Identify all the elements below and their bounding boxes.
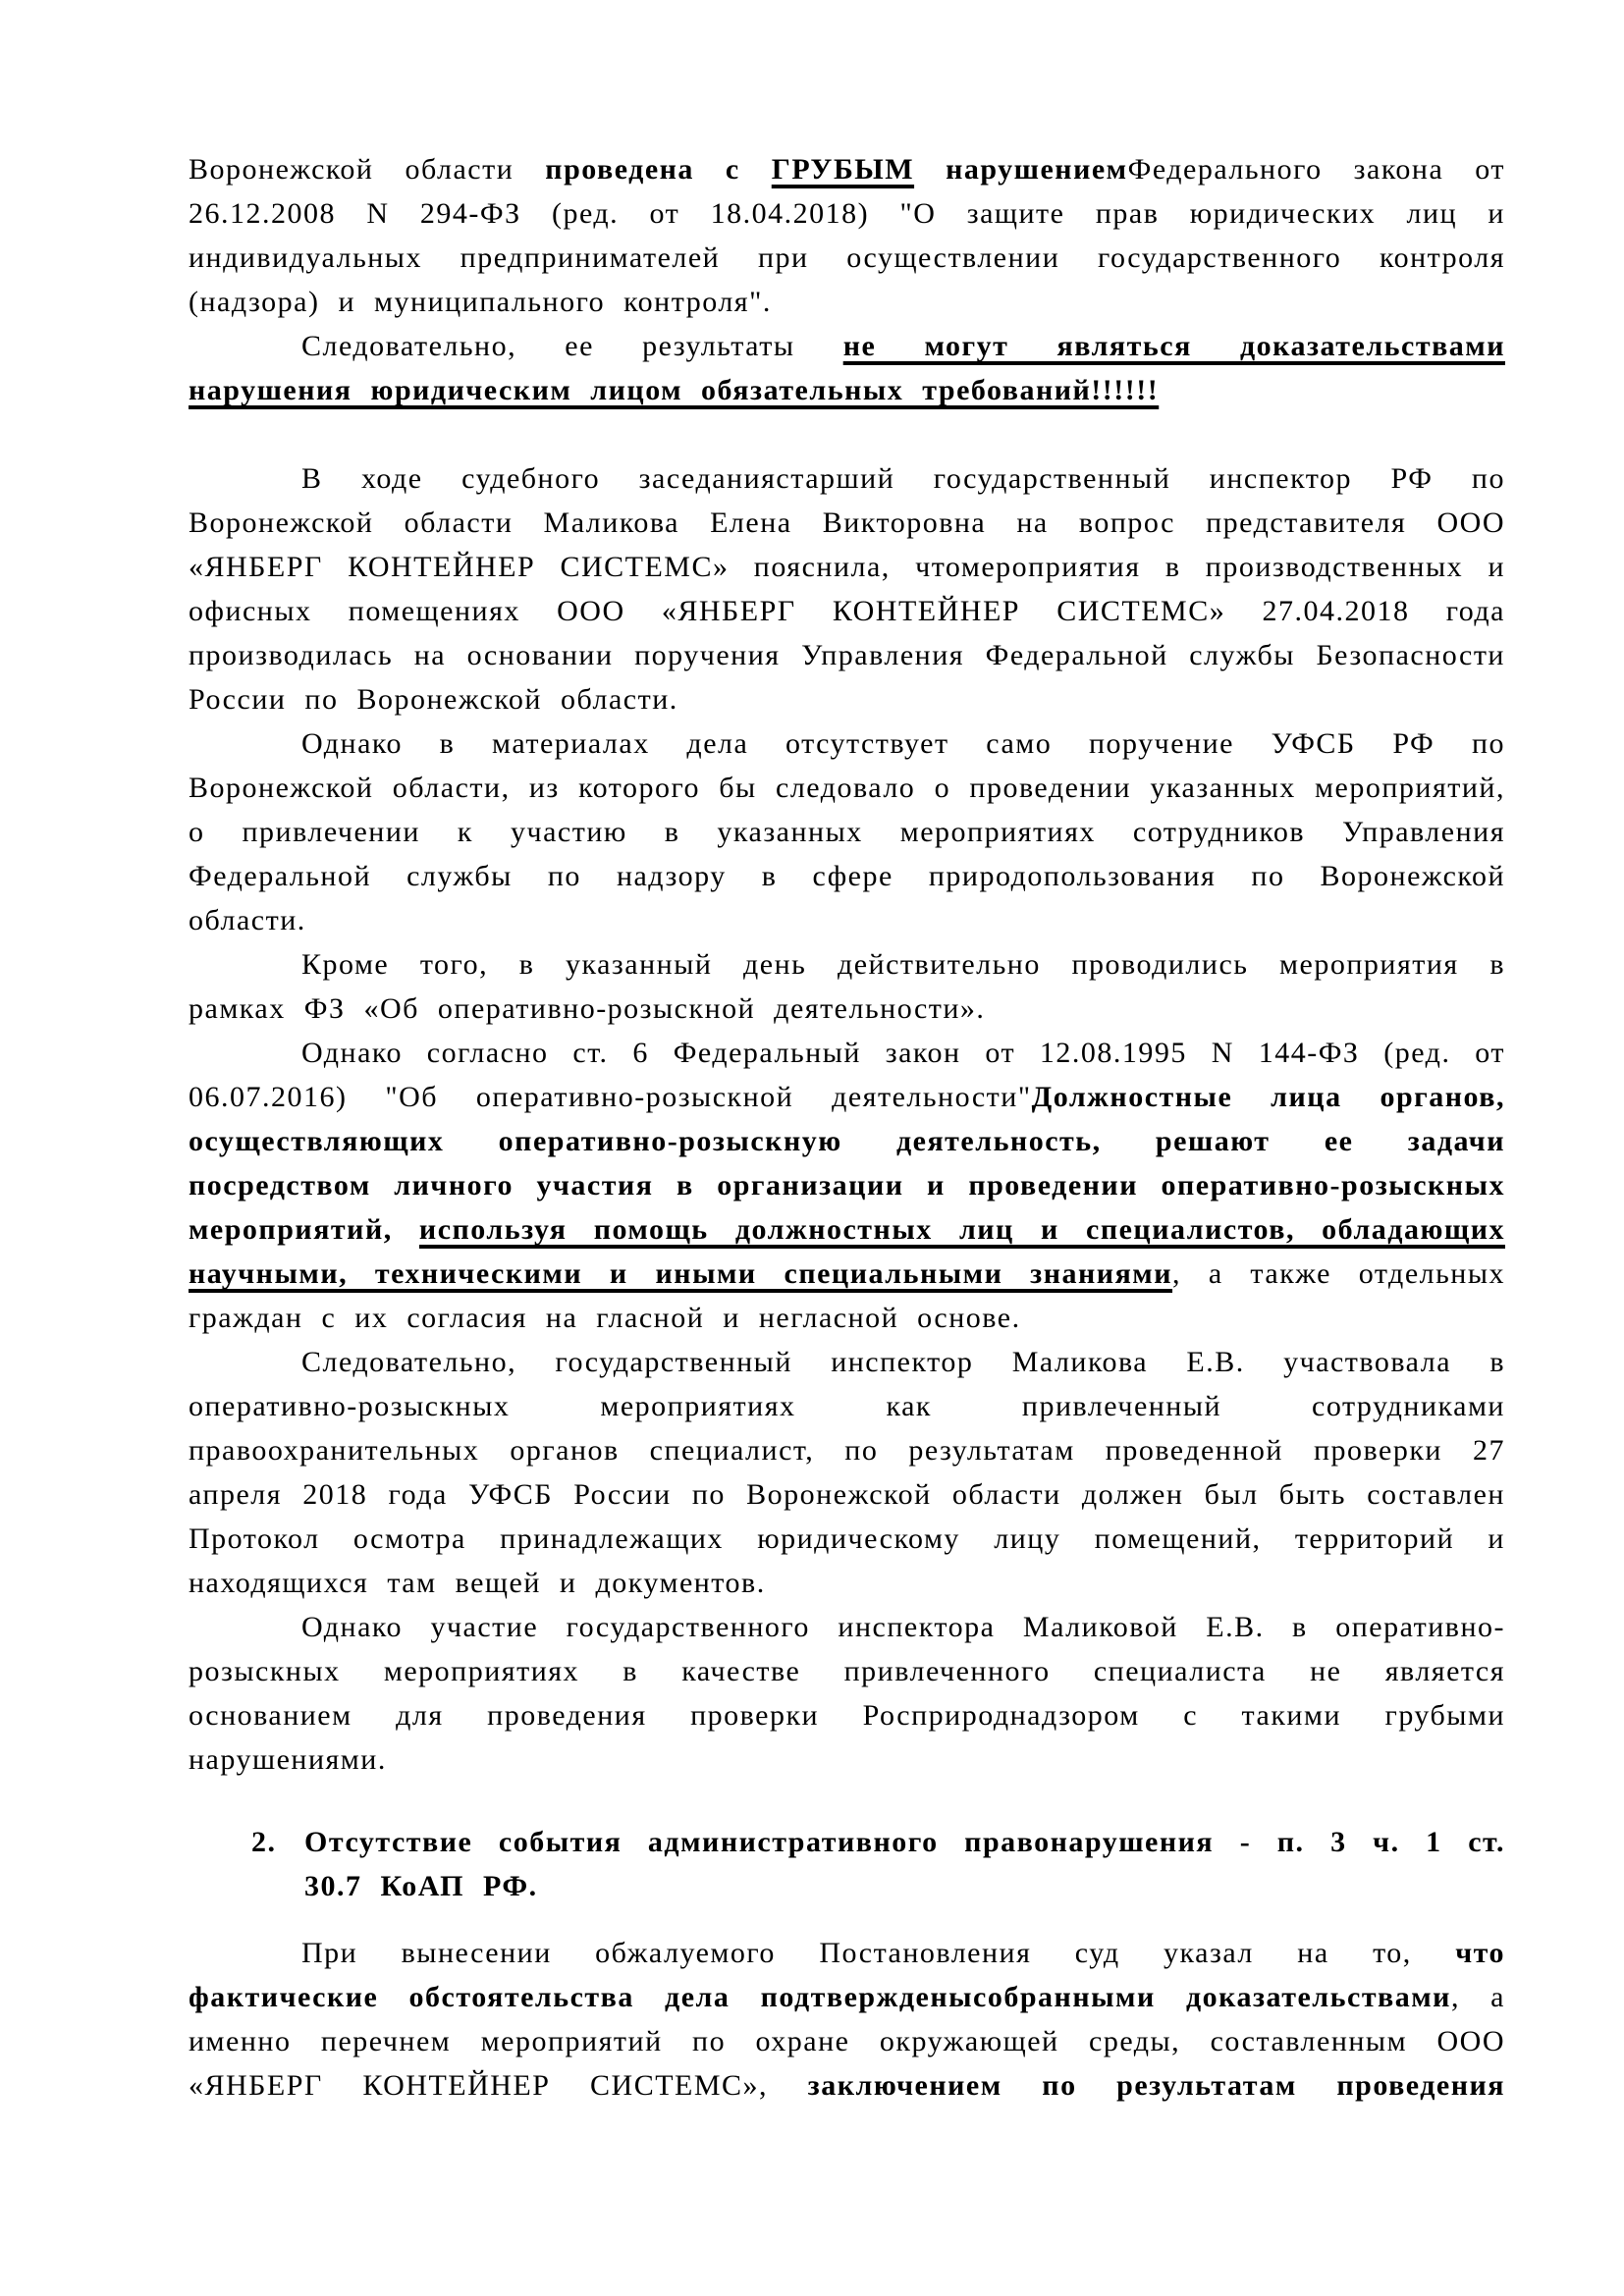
text-run: Следовательно, государственный инспектор Маликова Е.В. участвовала в оперативно-розыскных мероприятиях как привлеченный сотрудниками правоохранительных органов специалист, по результатам проведенной проверки 27 апреля 2018 года УФСБ России по Воронежской области должен был быть составлен Протокол осмотра принадлежащих юридическому лицу помещений, территорий и находящихся там вещей и документов.	[189, 1346, 1505, 1599]
paragraph-inspector-participation	[189, 1340, 1505, 1605]
paragraph-consequently-results	[189, 324, 1505, 412]
text-run-bold: проведена с	[545, 153, 772, 186]
paragraph-ord-activities	[189, 942, 1505, 1031]
paragraph-federal-law-144	[189, 1031, 1505, 1340]
section-title: Отсутствие события административного правонарушения - п. 3 ч. 1 ст. 30.7 КоАП РФ.	[304, 1826, 1505, 1902]
paragraph-court-session	[189, 456, 1505, 721]
text-run: В ходе судебного заседаниястарший государственный инспектор РФ по Воронежской области Маликова Елена Викторовна на вопрос представителя ООО «ЯНБЕРГ КОНТЕЙНЕР СИСТЕМС» пояснила, чтомероприятия в производственных и офисных помещениях ООО «ЯНБЕРГ КОНТЕЙНЕР СИСТЕМС» 27.04.2018 года производилась на основании поручения Управления Федеральной службы Безопасности России по Воронежской области.	[189, 462, 1505, 716]
paragraph-law-violation	[189, 147, 1505, 324]
text-run-bold: что фактические обстоятельства дела подтвержденысобранными доказательствами	[189, 1937, 1505, 2013]
text-run: , а также отдельных граждан с их согласия на гласной и негласной основе.	[189, 1257, 1505, 1334]
text-run-bold: Должностные лица органов, осуществляющих оперативно-розыскную деятельность, решают ее задачи посредством личного участия в организации и проведении оперативно-розыскных мероприятий,	[189, 1081, 1505, 1246]
text-run: Воронежской области	[189, 153, 546, 186]
text-run: Однако участие государственного инспектора Маликовой Е.В. в оперативно-розыскных мероприятиях в качестве привлеченного специалиста не является основанием для проведения проверки Росприроднадзором с такими грубыми нарушениями.	[189, 1611, 1505, 1776]
document-text-block	[189, 147, 1505, 2108]
paragraph-missing-ufsb-order	[189, 721, 1505, 942]
paragraph-no-basis-for-inspection	[189, 1605, 1505, 1782]
text-run-bold: нарушением	[914, 153, 1128, 186]
text-run-bold-underline: не могут являться доказательствами нарушения юридическим лицом обязательных требований!!!!!!	[189, 330, 1505, 406]
text-run: Федерального закона от 26.12.2008 N 294-ФЗ (ред. от 18.04.2018) "О защите прав юридических лиц и индивидуальных предпринимателей при осуществлении государственного контроля (надзора) и муниципального контроля".	[189, 153, 1505, 318]
text-run-bold-underline: используя помощь должностных лиц и специалистов, обладающих научными, техническими и иными специальными знаниями	[189, 1213, 1505, 1290]
text-run: Следовательно, ее результаты	[301, 330, 843, 362]
text-run: При вынесении обжалуемого Постановления суд указал на то,	[301, 1937, 1456, 1969]
text-run-bold: заключением по результатам проведения	[807, 2069, 1506, 2102]
text-run: Однако в материалах дела отсутствует само поручение УФСБ РФ по Воронежской области, из которого бы следовало о проведении указанных мероприятий, о привлечении к участию в указанных мероприятиях сотрудников Управления Федеральной службы по надзору в сфере природопользования по Воронежской области.	[189, 727, 1505, 936]
text-run-bold-underline: ГРУБЫМ	[771, 153, 915, 186]
paragraph-ruling-grounds	[189, 1931, 1505, 2108]
text-run: Кроме того, в указанный день действительно проводились мероприятия в рамках ФЗ «Об оперативно-розыскной деятельности».	[189, 948, 1505, 1025]
text-run: Однако согласно ст. 6 Федеральный закон от 12.08.1995 N 144-ФЗ (ред. от 06.07.2016) "Об оперативно-розыскной деятельности"	[189, 1037, 1505, 1113]
section-heading	[189, 1820, 1505, 1908]
section-number: 2.	[251, 1826, 277, 1858]
text-run: , а именно перечнем мероприятий по охране окружающей среды, составленным ООО «ЯНБЕРГ КОНТЕЙНЕР СИСТЕМС»,	[189, 1981, 1505, 2102]
